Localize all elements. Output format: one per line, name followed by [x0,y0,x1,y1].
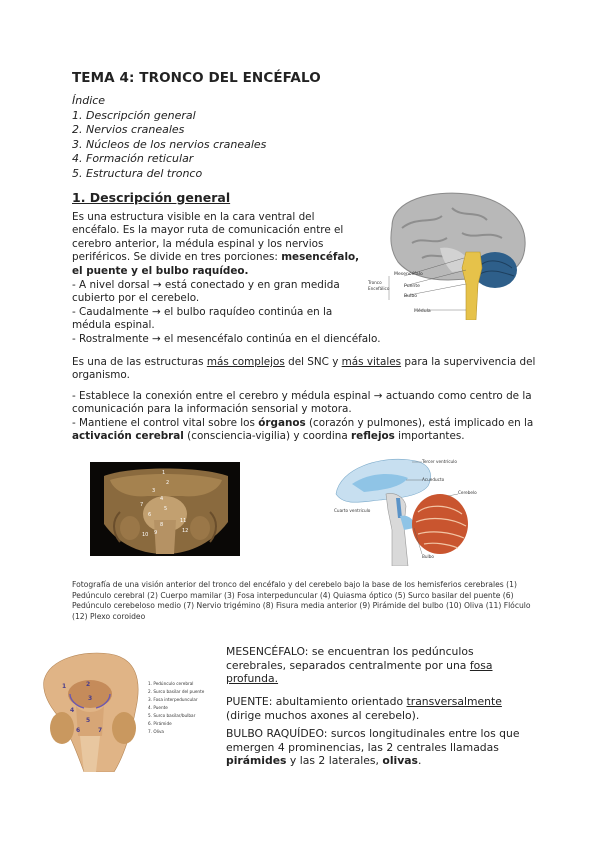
label-encefalico: Encefálico [368,286,390,291]
text: MESENCÉFALO: se encuentran los pedúnculos cerebrales, separados centralmente por una [226,645,474,672]
index-item: 5. Estructura del tronco [72,166,203,180]
photo-number: 2 [166,480,170,486]
label-mesencefalo: Mesencéfalo [394,272,423,277]
bullet-dorsal: - A nivel dorsal → está conectado y en gran medida cubierto por el cerebelo. [72,279,340,305]
label-cerebelo: Cerebelo [458,490,477,495]
label-tercer-ventriculo: Tercer ventrículo [422,459,457,464]
text: para la supervivencia del organismo. [72,356,536,382]
brainstem-photo [90,462,240,556]
index-item: 4. Formación reticular [72,152,194,165]
photo-number: 1 [162,470,166,476]
page-title: TEMA 4: TRONCO DEL ENCÉFALO [72,70,321,86]
bold-text: pirámides [226,754,287,768]
photo-number: 10 [142,532,149,538]
photo-number: 12 [182,528,189,534]
text: importantes. [394,430,465,443]
label-acueducto: Acueducto [422,477,445,482]
function-control [72,417,547,444]
underlined-text: fosa profunda. [226,658,493,686]
figure-number-6: 6 [76,727,81,734]
photo-number: 8 [160,522,164,528]
underlined-text: transversalmente [406,695,502,708]
intro-paragraph [72,211,362,278]
bold-text: olivas [382,754,418,768]
bold-text: activación cerebral [72,430,184,443]
ventricle-diagram [330,454,482,566]
dorsal-bullets [72,279,392,346]
label-tronco: Tronco [368,280,382,285]
figure-caption: Fotografía de una visión anterior del tronco del encéfalo y del cerebelo bajo la base de los hemisferios cerebrales (1) Pedúnculo cerebral (2) Cuerpo mamilar (3) Fosa interpeduncular (4) Quiasma óptico (5) Surco basilar del puente (6) Pedúnculo cerebeloso medio (7) Nervio trigémino (8) Fisura media anterior (9) Pirámide del bulbo (10) Oliva (11) Flóculo (12) Plexo coroideo [72,580,531,621]
legend-item: 7. Oliva [148,729,164,734]
underlined-text: más vitales [341,356,402,368]
legend-item: 5. Surco basilar/bulbar [148,713,196,718]
bold-text: órganos [258,416,306,429]
bold-text: reflejos [351,430,395,443]
text: del SNC y [284,356,342,368]
figure-number-2: 2 [86,681,91,688]
index-item: 3. Núcleos de los nervios craneales [72,137,267,151]
figure-number-1: 1 [62,683,67,690]
complexity-paragraph [72,356,542,383]
text: (dirige muchos axones al cerebelo). [226,708,420,722]
index-item: 1. Descripción general [72,108,196,122]
mesencefalo-description [226,645,536,686]
legend-item: 6. Pirámide [148,721,172,726]
functions-paragraph [72,390,547,444]
legend-item: 3. Fosa interpeduncular [148,697,198,702]
figure-number-3: 3 [88,695,93,702]
text: (consciencia-vigilia) y coordina [183,430,352,443]
text: BULBO RAQUÍDEO: surcos longitudinales entre los que emergen 4 prominencias, las 2 centrales llamadas [226,727,520,754]
function-connection: - Establece la conexión entre el cerebro y médula espinal → actuando como centro de la comunicación para la información sensorial y motora. [72,390,532,416]
text: y las 2 laterales, [286,754,383,768]
label-bulbo: Bulbo [404,294,418,299]
photo-number: 3 [152,488,156,494]
index-list [72,94,266,181]
legend-item: 1. Pedúnculo cerebral [148,681,194,686]
text: - Mantiene el control vital sobre los [72,416,259,429]
label-bulbo-diagram: Bulbo [422,554,434,559]
intro-text: Es una estructura visible en la cara ventral del encéfalo. Es la mayor ruta de comunicación entre el cerebro anterior, la médula espinal y los nervios periféricos. Se divide en tres porciones: [72,211,344,264]
section-heading: 1. Descripción general [72,190,231,205]
bullet-rostral: - Rostralmente → el mesencéfalo continúa en el diencéfalo. [72,332,381,345]
text: Es una de las estructuras [72,356,207,368]
photo-number: 6 [148,512,152,518]
text: PUENTE: abultamiento orientado [226,695,407,708]
brain-sagittal-figure [362,188,534,320]
text: (corazón y pulmones), está implicado en la [305,416,534,429]
legend-item: 2. Surco basilar del puente [148,689,205,694]
intro-bold: mesencéfalo, el puente y el bulbo raquídeo. [72,251,360,277]
figure-number-7: 7 [98,727,103,734]
label-medula: Médula [414,309,431,314]
bulbo-description [226,727,536,768]
puente-description [226,695,536,722]
text: . [417,754,422,768]
label-cuarto-ventriculo: Cuarto ventrículo [334,508,371,513]
legend-item: 4. Puente [148,705,168,710]
photo-number: 11 [180,518,187,524]
photo-number: 9 [154,530,158,536]
underlined-text: más complejos [206,356,285,368]
label-puente: Puente [404,284,420,289]
photo-number: 4 [160,496,164,502]
brainstem-ventral-figure [40,650,216,772]
figure-number-4: 4 [70,707,75,714]
figure-number-5: 5 [86,717,91,724]
index-heading: Índice [72,94,106,107]
index-item: 2. Nervios craneales [72,123,185,136]
photo-number: 7 [140,502,144,508]
bullet-caudal: - Caudalmente → el bulbo raquídeo continúa en la médula espinal. [72,305,333,332]
photo-number: 5 [164,506,168,512]
